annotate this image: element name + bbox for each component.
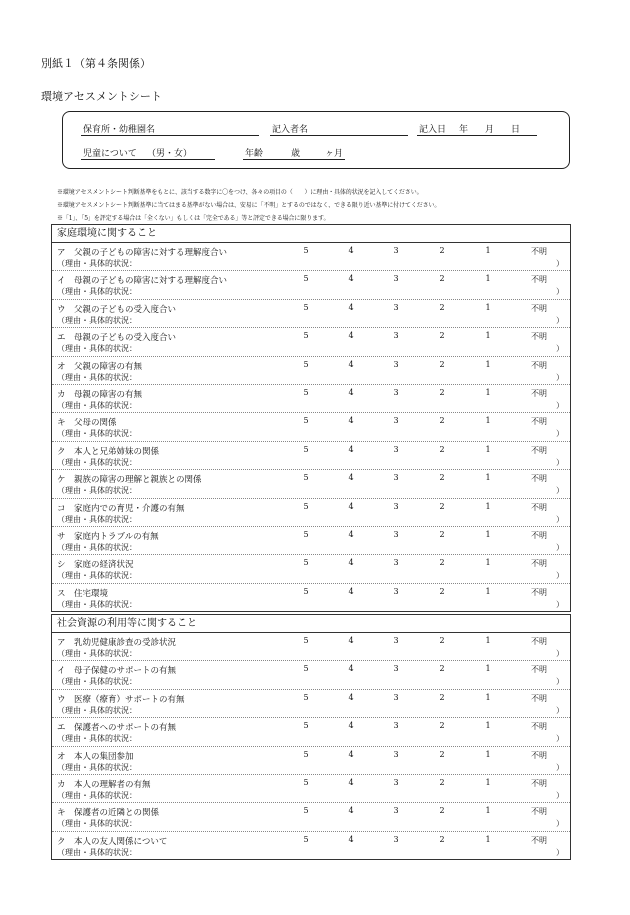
score-unknown[interactable]: 不明 (531, 750, 547, 760)
reason-label: （理由・具体的状況： (57, 344, 137, 354)
score-2[interactable]: 2 (439, 529, 445, 539)
reason-close-paren: ） (556, 514, 564, 524)
attachment-label: 別紙１（第４条関係） (41, 57, 151, 70)
table-row (52, 328, 570, 356)
score-4[interactable]: 4 (348, 501, 354, 511)
table-row (52, 357, 570, 385)
score-4[interactable]: 4 (348, 834, 354, 844)
score-unknown[interactable]: 不明 (531, 417, 547, 427)
score-4[interactable]: 4 (348, 331, 354, 341)
age-label: 年齢 (245, 149, 264, 159)
score-4[interactable]: 4 (348, 274, 354, 284)
score-5[interactable]: 5 (303, 302, 309, 312)
item-label: イ 母子保健のサポートの有無 (57, 666, 177, 677)
item-label: ウ 父親の子どもの受入度合い (57, 304, 177, 315)
score-5[interactable]: 5 (303, 444, 309, 454)
score-2[interactable]: 2 (439, 664, 445, 674)
reason-close-paren: ） (556, 400, 564, 410)
score-2[interactable]: 2 (439, 387, 445, 397)
score-5[interactable]: 5 (303, 529, 309, 539)
date-day: 日 (511, 125, 521, 135)
table-row (52, 470, 570, 498)
score-unknown[interactable]: 不明 (531, 445, 547, 455)
item-label: エ 母親の子どもの受入度合い (57, 333, 177, 344)
score-1[interactable]: 1 (485, 331, 491, 341)
score-3[interactable]: 3 (393, 274, 399, 284)
score-4[interactable]: 4 (348, 664, 354, 674)
reason-close-paren: ） (556, 571, 564, 581)
date-underline (417, 134, 537, 136)
reason-label: （理由・具体的状況： (57, 734, 137, 744)
score-3[interactable]: 3 (393, 359, 399, 369)
reason-label: （理由・具体的状況： (57, 762, 137, 772)
score-3[interactable]: 3 (393, 416, 399, 426)
item-label: エ 保護者へのサポートの有無 (57, 723, 177, 734)
score-2[interactable]: 2 (439, 274, 445, 284)
table-row (52, 832, 570, 859)
reason-label: （理由・具体的状況： (57, 287, 137, 297)
score-1[interactable]: 1 (485, 274, 491, 284)
score-4[interactable]: 4 (348, 359, 354, 369)
score-unknown[interactable]: 不明 (531, 637, 547, 646)
score-5[interactable]: 5 (303, 416, 309, 426)
table-row (52, 527, 570, 555)
reason-label: （理由・具体的状況： (57, 429, 137, 439)
child-label: 児童について (83, 149, 137, 159)
reason-label: （理由・具体的状況： (57, 486, 137, 496)
score-1[interactable]: 1 (485, 806, 491, 816)
reason-close-paren: ） (556, 542, 564, 552)
reason-label: （理由・具体的状況： (57, 705, 137, 715)
score-4[interactable]: 4 (348, 302, 354, 312)
reason-label: （理由・具体的状況： (57, 400, 137, 410)
score-1[interactable]: 1 (485, 387, 491, 397)
item-label: ウ 医療（療育）サポートの有無 (57, 694, 185, 705)
score-1[interactable]: 1 (485, 586, 491, 596)
score-5[interactable]: 5 (303, 246, 309, 255)
reason-close-paren: ） (556, 287, 564, 297)
score-4[interactable]: 4 (348, 636, 354, 645)
note-1: ※環境アセスメントシート判断基準をもとに、該当する数字に〇をつけ、各々の項目の（ ）に理由・具体的状況を記入してください。 (57, 189, 423, 196)
score-5[interactable]: 5 (303, 359, 309, 369)
score-unknown[interactable]: 不明 (531, 693, 547, 703)
item-label: ク 本人の友人関係について (57, 836, 168, 847)
score-unknown[interactable]: 不明 (531, 474, 547, 484)
table-row (52, 243, 570, 271)
score-4[interactable]: 4 (348, 387, 354, 397)
score-4[interactable]: 4 (348, 473, 354, 483)
reason-close-paren: ） (556, 847, 564, 857)
score-1[interactable]: 1 (485, 558, 491, 568)
item-label: ア 乳幼児健康診査の受診状況 (57, 638, 177, 648)
score-1[interactable]: 1 (485, 636, 491, 645)
table-row (52, 633, 570, 661)
child-underline (81, 158, 215, 160)
score-2[interactable]: 2 (439, 806, 445, 816)
score-unknown[interactable]: 不明 (531, 835, 547, 845)
age-years: 歳 (291, 149, 301, 159)
score-4[interactable]: 4 (348, 444, 354, 454)
score-2[interactable]: 2 (439, 359, 445, 369)
score-3[interactable]: 3 (393, 834, 399, 844)
writer-underline (270, 134, 408, 136)
item-label: カ 母親の障害の有無 (57, 389, 143, 400)
reason-close-paren: ） (556, 762, 564, 772)
score-2[interactable]: 2 (439, 444, 445, 454)
reason-close-paren: ） (556, 677, 564, 687)
score-3[interactable]: 3 (393, 558, 399, 568)
score-5[interactable]: 5 (303, 501, 309, 511)
reason-label: （理由・具体的状況： (57, 315, 137, 325)
score-3[interactable]: 3 (393, 529, 399, 539)
table-row (52, 803, 570, 831)
score-1[interactable]: 1 (485, 529, 491, 539)
score-3[interactable]: 3 (393, 302, 399, 312)
score-3[interactable]: 3 (393, 501, 399, 511)
gender-label: （男・女） (147, 149, 193, 159)
score-3[interactable]: 3 (393, 586, 399, 596)
reason-label: （理由・具体的状況： (57, 571, 137, 581)
score-2[interactable]: 2 (439, 246, 445, 255)
page-title: 環境アセスメントシート (41, 90, 162, 103)
table-row (52, 499, 570, 527)
score-2[interactable]: 2 (439, 473, 445, 483)
table-row (52, 584, 570, 611)
score-3[interactable]: 3 (393, 246, 399, 255)
score-4[interactable]: 4 (348, 416, 354, 426)
reason-close-paren: ） (556, 315, 564, 325)
reason-close-paren: ） (556, 819, 564, 829)
table-row (52, 775, 570, 803)
table-row (52, 442, 570, 470)
score-1[interactable]: 1 (485, 302, 491, 312)
score-1[interactable]: 1 (485, 473, 491, 483)
score-2[interactable]: 2 (439, 636, 445, 645)
score-4[interactable]: 4 (348, 529, 354, 539)
reason-label: （理由・具体的状況： (57, 259, 137, 268)
date-year: 年 (459, 125, 469, 135)
reason-close-paren: ） (556, 486, 564, 496)
reason-label: （理由・具体的状況： (57, 457, 137, 467)
score-5[interactable]: 5 (303, 721, 309, 731)
score-unknown[interactable]: 不明 (531, 275, 547, 285)
reason-label: （理由・具体的状況： (57, 649, 137, 658)
score-4[interactable]: 4 (348, 586, 354, 596)
score-unknown[interactable]: 不明 (531, 303, 547, 313)
table-row (52, 413, 570, 441)
reason-label: （理由・具体的状況： (57, 372, 137, 382)
reason-label: （理由・具体的状況： (57, 677, 137, 687)
score-5[interactable]: 5 (303, 777, 309, 787)
score-1[interactable]: 1 (485, 749, 491, 759)
reason-close-paren: ） (556, 705, 564, 715)
score-unknown[interactable]: 不明 (531, 665, 547, 675)
score-unknown[interactable]: 不明 (531, 778, 547, 788)
info-box (62, 111, 570, 169)
item-label: イ 母親の子どもの障害に対する理解度合い (57, 276, 228, 287)
score-3[interactable]: 3 (393, 749, 399, 759)
score-2[interactable]: 2 (439, 692, 445, 702)
score-5[interactable]: 5 (303, 806, 309, 816)
reason-label: （理由・具体的状況： (57, 790, 137, 800)
score-3[interactable]: 3 (393, 721, 399, 731)
item-label: オ 本人の集団参加 (57, 751, 134, 762)
item-label: サ 家庭内トラブルの有無 (57, 531, 159, 542)
reason-close-paren: ） (556, 457, 564, 467)
score-3[interactable]: 3 (393, 444, 399, 454)
score-4[interactable]: 4 (348, 558, 354, 568)
score-5[interactable]: 5 (303, 692, 309, 702)
score-3[interactable]: 3 (393, 777, 399, 787)
note-2: ※環境アセスメントシート判断基準に当てはまる基準がない場合は、安易に「不明」とするのではなく、できる限り近い基準に付けてください。 (57, 202, 441, 209)
date-month: 月 (485, 125, 495, 135)
reason-close-paren: ） (556, 599, 564, 609)
score-2[interactable]: 2 (439, 586, 445, 596)
reason-close-paren: ） (556, 429, 564, 439)
score-5[interactable]: 5 (303, 636, 309, 645)
item-label: ス 住宅環境 (57, 588, 109, 599)
score-5[interactable]: 5 (303, 274, 309, 284)
score-5[interactable]: 5 (303, 834, 309, 844)
reason-label: （理由・具体的状況： (57, 542, 137, 552)
date-label: 記入日 (419, 125, 447, 135)
score-2[interactable]: 2 (439, 558, 445, 568)
table-row (52, 385, 570, 413)
score-3[interactable]: 3 (393, 636, 399, 645)
score-unknown[interactable]: 不明 (531, 587, 547, 597)
reason-close-paren: ） (556, 790, 564, 800)
reason-close-paren: ） (556, 344, 564, 354)
facility-label: 保育所・幼稚園名 (83, 125, 156, 135)
writer-label: 記入者名 (272, 125, 309, 135)
reason-close-paren: ） (556, 734, 564, 744)
score-2[interactable]: 2 (439, 501, 445, 511)
score-2[interactable]: 2 (439, 416, 445, 426)
section-title: 家庭環境に関すること (52, 225, 570, 243)
score-4[interactable]: 4 (348, 777, 354, 787)
score-unknown[interactable]: 不明 (531, 247, 547, 256)
score-1[interactable]: 1 (485, 246, 491, 255)
score-4[interactable]: 4 (348, 721, 354, 731)
score-3[interactable]: 3 (393, 473, 399, 483)
reason-label: （理由・具体的状況： (57, 514, 137, 524)
score-1[interactable]: 1 (485, 777, 491, 787)
score-5[interactable]: 5 (303, 473, 309, 483)
score-5[interactable]: 5 (303, 331, 309, 341)
reason-label: （理由・具体的状況： (57, 819, 137, 829)
score-5[interactable]: 5 (303, 664, 309, 674)
score-1[interactable]: 1 (485, 721, 491, 731)
item-label: キ 保護者の近隣との関係 (57, 808, 160, 819)
item-label: キ 父母の関係 (57, 418, 117, 429)
item-label: ケ 親族の障害の理解と親族との関係 (57, 475, 202, 486)
score-1[interactable]: 1 (485, 359, 491, 369)
item-list (52, 633, 570, 859)
score-3[interactable]: 3 (393, 387, 399, 397)
score-2[interactable]: 2 (439, 721, 445, 731)
reason-label: （理由・具体的状況： (57, 599, 137, 609)
score-unknown[interactable]: 不明 (531, 559, 547, 569)
score-3[interactable]: 3 (393, 806, 399, 816)
score-3[interactable]: 3 (393, 664, 399, 674)
score-4[interactable]: 4 (348, 246, 354, 255)
score-5[interactable]: 5 (303, 749, 309, 759)
facility-underline (81, 134, 259, 136)
table-row (52, 555, 570, 583)
score-unknown[interactable]: 不明 (531, 502, 547, 512)
note-3: ※「1」、「5」を評定する場合は「全くない」もしくは「完全である」等と評定できる場合に限ります。 (57, 215, 330, 222)
reason-close-paren: ） (556, 649, 564, 658)
reason-label: （理由・具体的状況： (57, 847, 137, 857)
section-social-resources (51, 614, 571, 860)
score-unknown[interactable]: 不明 (531, 807, 547, 817)
score-unknown[interactable]: 不明 (531, 332, 547, 342)
item-label: オ 父親の障害の有無 (57, 361, 143, 372)
section-family-environment (51, 224, 571, 612)
score-unknown[interactable]: 不明 (531, 722, 547, 732)
age-months: ヶ月 (325, 149, 344, 159)
score-1[interactable]: 1 (485, 834, 491, 844)
score-2[interactable]: 2 (439, 302, 445, 312)
age-underline (243, 158, 345, 160)
score-3[interactable]: 3 (393, 331, 399, 341)
score-5[interactable]: 5 (303, 387, 309, 397)
score-5[interactable]: 5 (303, 586, 309, 596)
section-title: 社会資源の利用等に関すること (52, 615, 570, 633)
table-row (52, 718, 570, 746)
item-label: コ 家庭内での育児・介護の有無 (57, 503, 185, 514)
score-2[interactable]: 2 (439, 777, 445, 787)
score-unknown[interactable]: 不明 (531, 530, 547, 540)
table-row (52, 690, 570, 718)
reason-close-paren: ） (556, 259, 564, 268)
table-row (52, 661, 570, 689)
score-1[interactable]: 1 (485, 416, 491, 426)
score-2[interactable]: 2 (439, 331, 445, 341)
score-4[interactable]: 4 (348, 749, 354, 759)
score-unknown[interactable]: 不明 (531, 360, 547, 370)
item-label: ア 父親の子どもの障害に対する理解度合い (57, 248, 228, 258)
score-1[interactable]: 1 (485, 664, 491, 674)
score-4[interactable]: 4 (348, 806, 354, 816)
reason-close-paren: ） (556, 372, 564, 382)
score-unknown[interactable]: 不明 (531, 388, 547, 398)
item-label: シ 家庭の経済状況 (57, 560, 134, 571)
score-1[interactable]: 1 (485, 444, 491, 454)
score-4[interactable]: 4 (348, 692, 354, 702)
table-row (52, 300, 570, 328)
table-row (52, 271, 570, 299)
score-2[interactable]: 2 (439, 749, 445, 759)
item-label: カ 本人の理解者の有無 (57, 779, 151, 790)
score-1[interactable]: 1 (485, 501, 491, 511)
score-5[interactable]: 5 (303, 558, 309, 568)
item-label: ク 本人と兄弟姉妹の関係 (57, 446, 160, 457)
score-1[interactable]: 1 (485, 692, 491, 702)
score-3[interactable]: 3 (393, 692, 399, 702)
item-list (52, 243, 570, 611)
table-row (52, 747, 570, 775)
score-2[interactable]: 2 (439, 834, 445, 844)
